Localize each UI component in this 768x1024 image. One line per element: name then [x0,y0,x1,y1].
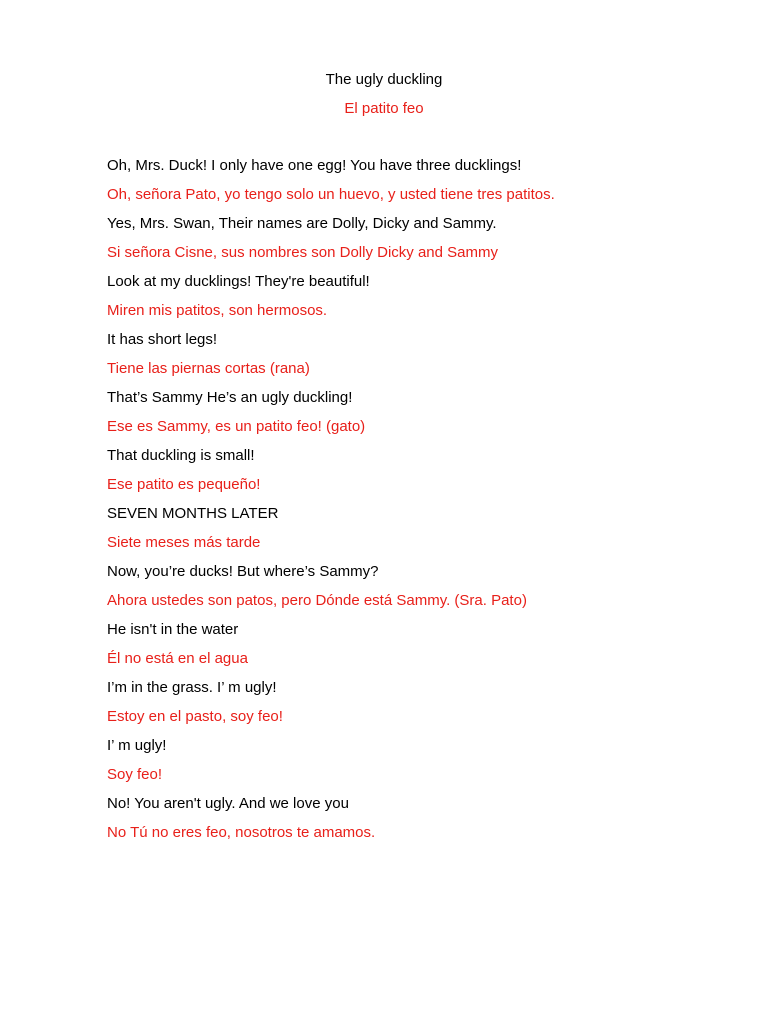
spanish-line: Si señora Cisne, sus nombres son Dolly Dicky and Sammy [107,244,498,261]
dialogue-lines [107,157,555,853]
spanish-line: Miren mis patitos, son hermosos. [107,302,328,319]
english-line: Oh, Mrs. Duck! I only have one egg! You have three ducklings! [107,157,522,174]
spanish-line: Soy feo! [107,766,163,783]
spanish-line: Tiene las piernas cortas (rana) [107,360,310,377]
english-line: He isn't in the water [107,621,239,638]
spanish-line: Estoy en el pasto, soy feo! [107,708,283,725]
english-line: It has short legs! [107,331,218,348]
spanish-line: Ahora ustedes son patos, pero Dónde está Sammy. (Sra. Pato) [107,592,527,609]
spanish-line: Oh, señora Pato, yo tengo solo un huevo, y usted tiene tres patitos. [107,186,555,203]
english-line: That’s Sammy He’s an ugly duckling! [107,389,353,406]
english-line: Yes, Mrs. Swan, Their names are Dolly, Dicky and Sammy. [107,215,497,232]
english-line: That duckling is small! [107,447,255,464]
english-line: Look at my ducklings! They're beautiful! [107,273,370,290]
english-line: No! You aren't ugly. And we love you [107,795,349,812]
spanish-line: Ese patito es pequeño! [107,476,261,493]
document-title-translation: El patito feo [344,100,424,117]
spanish-line: No Tú no eres feo, nosotros te amamos. [107,824,376,841]
document-title: The ugly duckling [325,71,443,88]
spanish-line: Ese es Sammy, es un patito feo! (gato) [107,418,366,435]
english-line: Now, you’re ducks! But where’s Sammy? [107,563,379,580]
english-line: SEVEN MONTHS LATER [107,505,279,522]
spanish-line: Él no está en el agua [107,650,248,667]
spanish-line: Siete meses más tarde [107,534,261,551]
english-line: I’ m ugly! [107,737,167,754]
english-line: I’m in the grass. I’ m ugly! [107,679,277,696]
